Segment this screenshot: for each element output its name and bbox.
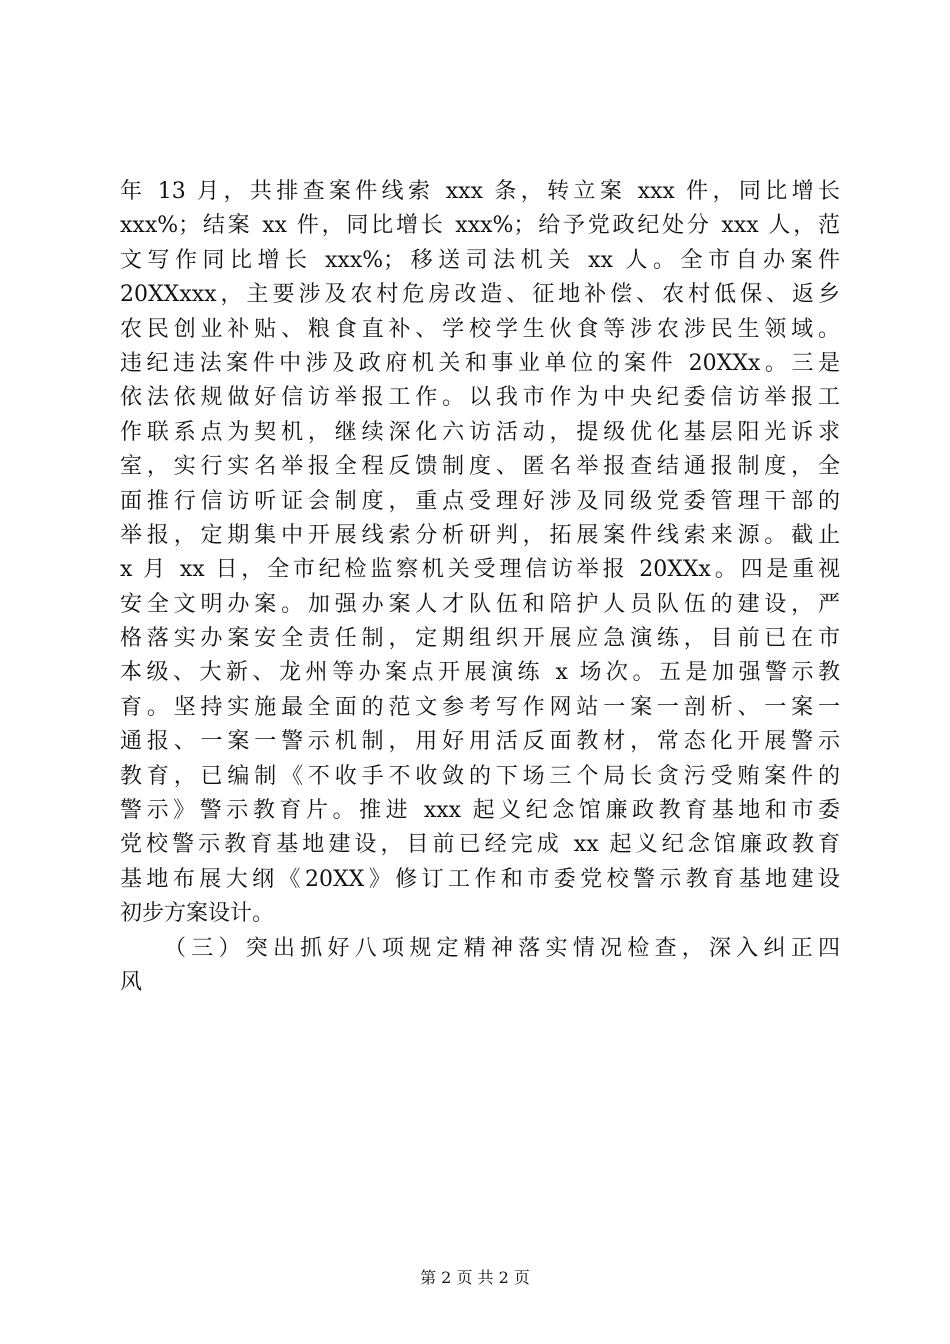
section-heading-end-line: 风 <box>120 969 143 995</box>
paragraph-end-line: 初步方案设计。 <box>120 901 275 927</box>
text-line: 通报、一案一警示机制，用好用活反面教材，常态化开展警示 <box>120 729 840 755</box>
text-line: 本级、大新、龙州等办案点开展演练 x 场次。五是加强警示教 <box>120 660 840 686</box>
section-heading-line: （三）突出抓好八项规定精神落实情况检查，深入纠正四 <box>164 935 840 961</box>
text-line: xxx%；结案 xx 件，同比增长 xxx%；给予党政纪处分 xxx 人，范 <box>120 213 840 239</box>
text-line: 室，实行实名举报全程反馈制度、匿名举报查结通报制度，全 <box>120 454 840 480</box>
page-number-footer: 第 2 页 共 2 页 <box>420 1268 530 1287</box>
text-line: 教育，已编制《不收手不收敛的下场三个局长贪污受贿案件的 <box>120 763 840 789</box>
text-line: 依法依规做好信访举报工作。以我市作为中央纪委信访举报工 <box>120 385 840 411</box>
text-line: 面推行信访听证会制度，重点受理好涉及同级党委管理干部的 <box>120 488 840 514</box>
text-line: 年 13 月，共排查案件线索 xxx 条，转立案 xxx 件，同比增长 <box>120 179 840 204</box>
text-line: 基地布展大纲《20XX》修订工作和市委党校警示教育基地建设 <box>120 866 840 892</box>
text-line: x 月 xx 日，全市纪检监察机关受理信访举报 20XXx。四是重视 <box>120 557 840 583</box>
text-line: 农民创业补贴、粮食直补、学校学生伙食等涉农涉民生领域。 <box>120 316 840 342</box>
text-line: 党校警示教育基地建设，目前已经完成 xx 起义纪念馆廉政教育 <box>120 832 840 858</box>
text-line: 20XXxxx，主要涉及农村危房改造、征地补偿、农村低保、返乡 <box>120 282 840 308</box>
text-line: 格落实办案安全责任制，定期组织开展应急演练，目前已在市 <box>120 626 840 652</box>
text-line: 育。坚持实施最全面的范文参考写作网站一案一剖析、一案一 <box>120 694 840 720</box>
body-text <box>120 175 840 1000</box>
text-line: 安全文明办案。加强办案人才队伍和陪护人员队伍的建设，严 <box>120 591 840 617</box>
text-line: 文写作同比增长 xxx%；移送司法机关 xx 人。全市自办案件 <box>120 247 840 273</box>
text-line: 作联系点为契机，继续深化六访活动，提级优化基层阳光诉求 <box>120 419 840 445</box>
text-line: 警示》警示教育片。推进 xxx 起义纪念馆廉政教育基地和市委 <box>120 798 840 824</box>
text-line: 举报，定期集中开展线索分析研判，拓展案件线索来源。截止 <box>120 522 840 548</box>
text-line: 违纪违法案件中涉及政府机关和事业单位的案件 20XXx。三是 <box>120 350 840 376</box>
